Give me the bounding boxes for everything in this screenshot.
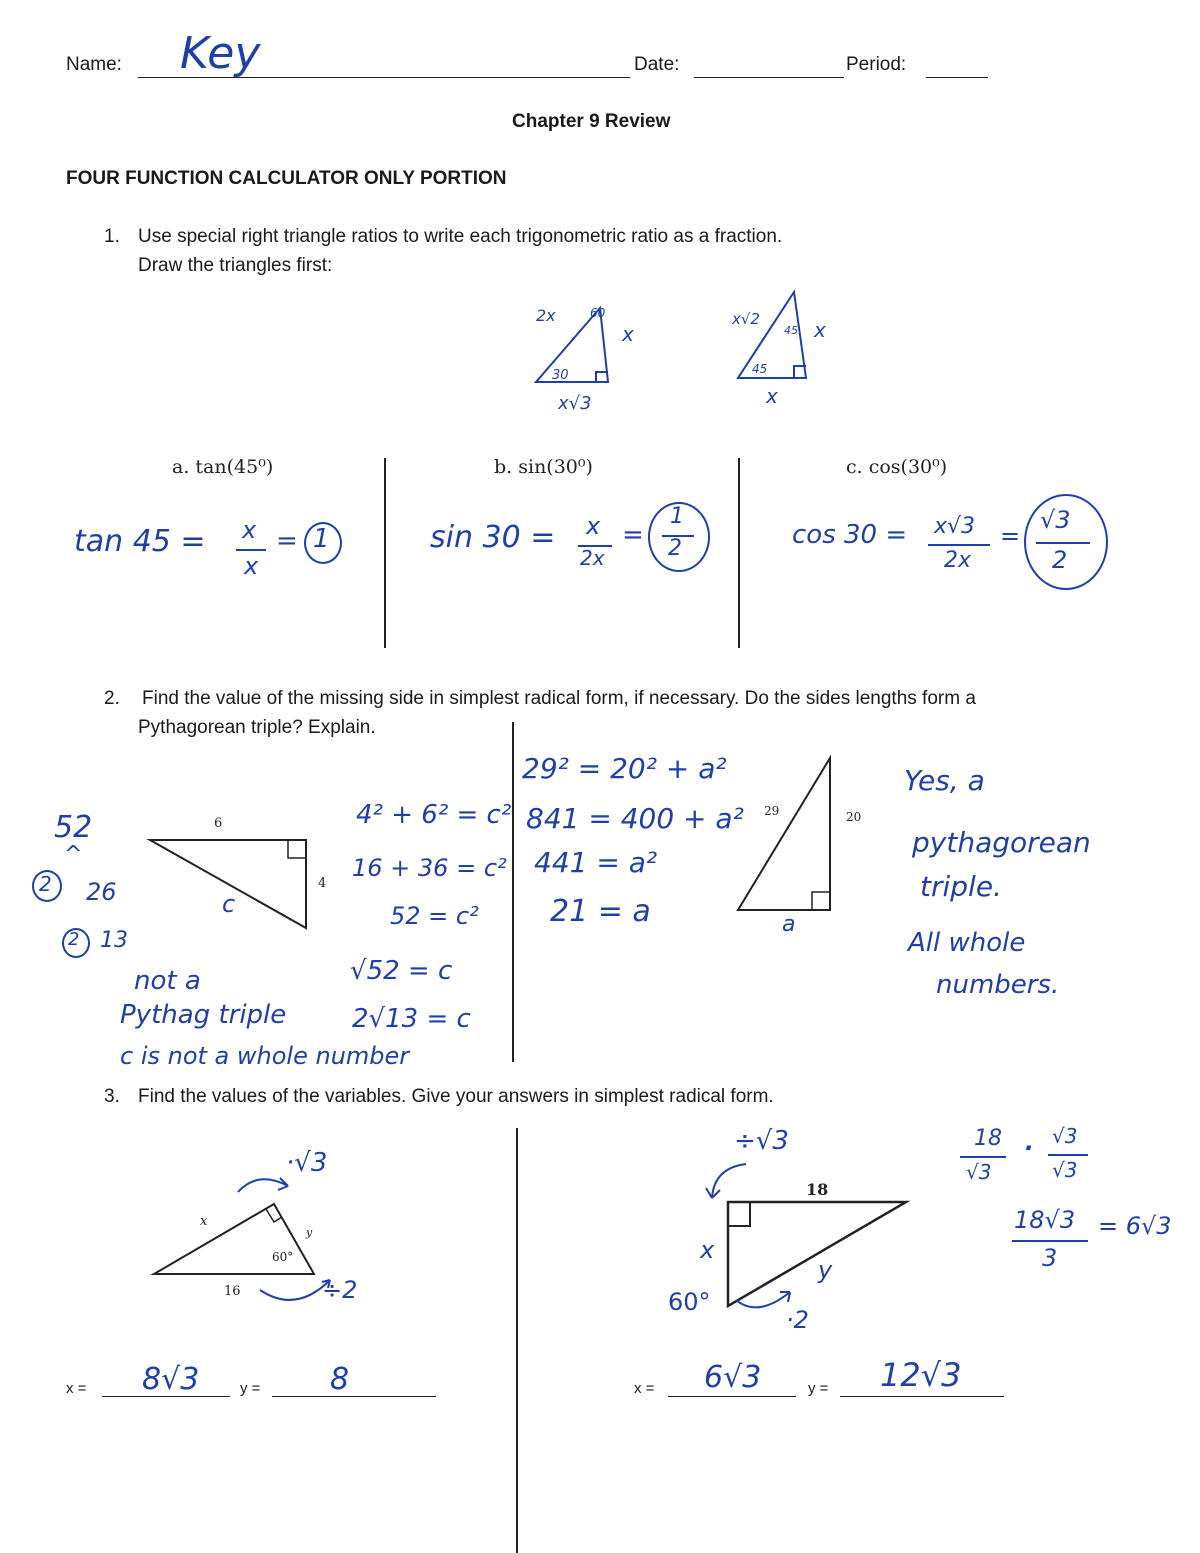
q2-left-work-4: √52 = c — [350, 956, 453, 986]
q2-margin-13: 13 — [100, 928, 128, 953]
q3-right-y-underline — [840, 1396, 1004, 1397]
q3-right-x-answer[interactable]: 6√3 — [704, 1360, 762, 1395]
q2-margin-52: 52 — [54, 810, 93, 845]
q1-c-label: c. cos(30⁰) — [846, 456, 948, 478]
q2-margin-26: 26 — [86, 878, 117, 906]
q2-left-tri-top: 6 — [214, 816, 223, 831]
q3-right-work-dot: · — [1024, 1134, 1034, 1162]
q1-divider-2 — [738, 458, 740, 648]
q3-prompt: Find the values of the variables. Give your answers in simplest radical form. — [138, 1086, 774, 1107]
section-heading: FOUR FUNCTION CALCULATOR ONLY PORTION — [66, 168, 507, 189]
q3-right-tri-y: y — [818, 1256, 833, 1284]
q2-right-tri-base: a — [782, 912, 796, 937]
q3-left-mark-div2: ÷2 — [322, 1276, 358, 1304]
q2-left-triangle — [150, 836, 310, 934]
q1-tri1-side: x — [622, 322, 634, 346]
q2-right-tri-side: 20 — [846, 810, 862, 824]
q1-prompt-1: Use special right triangle ratios to write each trigonometric ratio as a fraction. — [138, 226, 783, 247]
q3-right-work-bar-2 — [1048, 1154, 1088, 1156]
q1-tri2-angle-top: 45 — [784, 324, 798, 337]
q3-number: 3. — [104, 1086, 120, 1107]
q3-left-tri-angle: 60° — [272, 1250, 294, 1264]
q3-left-x-answer[interactable]: 8√3 — [142, 1362, 200, 1397]
q2-right-note-1: Yes, a — [904, 764, 985, 797]
q2-right-note-3: triple. — [920, 870, 1002, 903]
q1-a-answer: 1 — [313, 524, 330, 554]
q1-b-answer-den: 2 — [668, 536, 682, 561]
date-label: Date: — [634, 54, 680, 75]
q3-right-arrow-top-icon — [696, 1158, 756, 1208]
q2-margin-2b: 2 — [68, 929, 80, 950]
q2-number: 2. — [104, 688, 120, 709]
q3-left-tri-x: x — [200, 1214, 208, 1229]
q3-right-work-sqrt3-den: √3 — [966, 1160, 992, 1184]
q3-right-work-18: 18 — [974, 1126, 1002, 1151]
q1-a-num: x — [242, 516, 257, 544]
q1-a-fraction-bar — [236, 549, 266, 551]
q2-right-triangle — [736, 756, 836, 914]
name-value[interactable]: Key — [180, 28, 261, 79]
q3-right-tri-top: 18 — [806, 1180, 829, 1199]
q3-right-work-sqrt3-den2: √3 — [1052, 1158, 1078, 1182]
q1-b-answer-num: 1 — [670, 504, 684, 529]
q2-right-tri-hyp: 29 — [764, 804, 780, 818]
q3-left-y-label: y = — [240, 1380, 261, 1397]
q2-right-work-4: 21 = a — [550, 894, 651, 929]
q3-right-y-label: y = — [808, 1380, 829, 1397]
period-label: Period: — [846, 54, 907, 75]
q1-tri1-angle-top: 60 — [590, 306, 606, 320]
q1-triangle-45-45-90 — [730, 288, 820, 388]
q3-right-x-underline — [668, 1396, 796, 1397]
q1-divider-1 — [384, 458, 386, 648]
q1-number: 1. — [104, 226, 120, 247]
q1-a-label: a. tan(45⁰) — [172, 456, 274, 478]
q1-b-equals: = — [622, 520, 644, 550]
q3-divider — [516, 1128, 518, 1553]
q1-c-answer-num: √3 — [1040, 506, 1071, 534]
q3-right-work-18sqrt3: 18√3 — [1014, 1206, 1076, 1234]
q3-right-x-label: x = — [634, 1380, 655, 1397]
q1-b-den: 2x — [580, 546, 605, 570]
q1-b-num: x — [586, 512, 601, 540]
q3-left-y-underline — [272, 1396, 436, 1397]
q1-c-answer-den: 2 — [1052, 546, 1068, 574]
q3-right-work-3: 3 — [1042, 1244, 1058, 1272]
q2-margin-caret-1: ^ — [64, 842, 83, 867]
q2-right-work-1: 29² = 20² + a² — [522, 752, 727, 785]
q1-prompt-2: Draw the triangles first: — [138, 255, 333, 276]
q1-a-equals: = — [276, 526, 298, 556]
q2-left-work-3: 52 = c² — [390, 902, 479, 930]
q1-c-equals: = — [1000, 522, 1021, 550]
q1-c-num: x√3 — [934, 514, 976, 539]
q3-left-x-label: x = — [66, 1380, 87, 1397]
q3-right-tri-x: x — [700, 1236, 715, 1264]
q3-left-tri-hyp: 16 — [224, 1284, 241, 1299]
q3-right-work-bar-3 — [1012, 1240, 1088, 1242]
q3-right-y-answer[interactable]: 12√3 — [880, 1356, 962, 1394]
q2-left-note-3: c is not a whole number — [120, 1042, 410, 1070]
q2-left-note-1: not a — [134, 966, 201, 996]
date-underline — [694, 77, 844, 78]
q2-right-note-2: pythagorean — [912, 826, 1091, 859]
q1-tri2-angle-bottom: 45 — [752, 362, 768, 376]
q1-b-work: sin 30 = — [430, 520, 556, 555]
q2-left-note-2: Pythag triple — [120, 1000, 287, 1030]
q3-right-mark-div-sqrt3: ÷√3 — [734, 1126, 789, 1156]
q2-margin-2a: 2 — [39, 872, 52, 896]
q1-tri2-hyp: x√2 — [732, 310, 760, 328]
page-title: Chapter 9 Review — [512, 111, 671, 132]
q3-right-work-result: = 6√3 — [1098, 1212, 1172, 1240]
q3-right-tri-angle: 60° — [668, 1288, 711, 1316]
q3-left-y-answer[interactable]: 8 — [330, 1362, 350, 1397]
q3-left-tri-y: y — [306, 1226, 313, 1239]
q2-right-work-2: 841 = 400 + a² — [526, 802, 744, 835]
q2-divider — [512, 722, 514, 1062]
q2-left-tri-hyp: c — [222, 890, 236, 918]
q2-left-work-2: 16 + 36 = c² — [352, 854, 507, 882]
q2-right-note-5: numbers. — [936, 970, 1060, 1000]
q2-left-work-1: 4² + 6² = c² — [356, 800, 512, 830]
q1-c-work: cos 30 = — [792, 520, 908, 550]
q3-left-mark-sqrt3: ·√3 — [286, 1148, 328, 1178]
q1-tri1-base: x√3 — [558, 393, 592, 414]
q2-right-work-3: 441 = a² — [534, 846, 658, 879]
q1-a-work: tan 45 = — [74, 524, 206, 559]
q1-c-den: 2x — [944, 548, 972, 573]
q2-prompt-2: Pythagorean triple? Explain. — [138, 717, 376, 738]
q1-tri2-side: x — [814, 318, 826, 342]
name-label: Name: — [66, 54, 122, 75]
q1-tri1-angle-bottom: 30 — [552, 368, 569, 383]
q1-c-answer-bar — [1036, 542, 1090, 544]
q2-left-work-5: 2√13 = c — [352, 1004, 471, 1034]
q3-right-work-bar-1 — [960, 1156, 1006, 1158]
q3-right-work-sqrt3-num: √3 — [1052, 1124, 1078, 1148]
q2-right-note-4: All whole — [908, 928, 1026, 958]
q1-c-fraction-bar — [928, 544, 990, 546]
q1-a-den: x — [244, 552, 259, 580]
q3-right-mark-times2: ·2 — [786, 1306, 809, 1334]
q1-tri2-base: x — [766, 384, 778, 408]
q2-left-tri-right: 4 — [318, 876, 327, 891]
q1-tri1-hyp: 2x — [536, 306, 556, 325]
q2-prompt-1: Find the value of the missing side in simplest radical form, if necessary. Do the sides lengths form a — [142, 688, 976, 709]
period-underline — [926, 77, 988, 78]
q1-b-label: b. sin(30⁰) — [494, 456, 593, 478]
